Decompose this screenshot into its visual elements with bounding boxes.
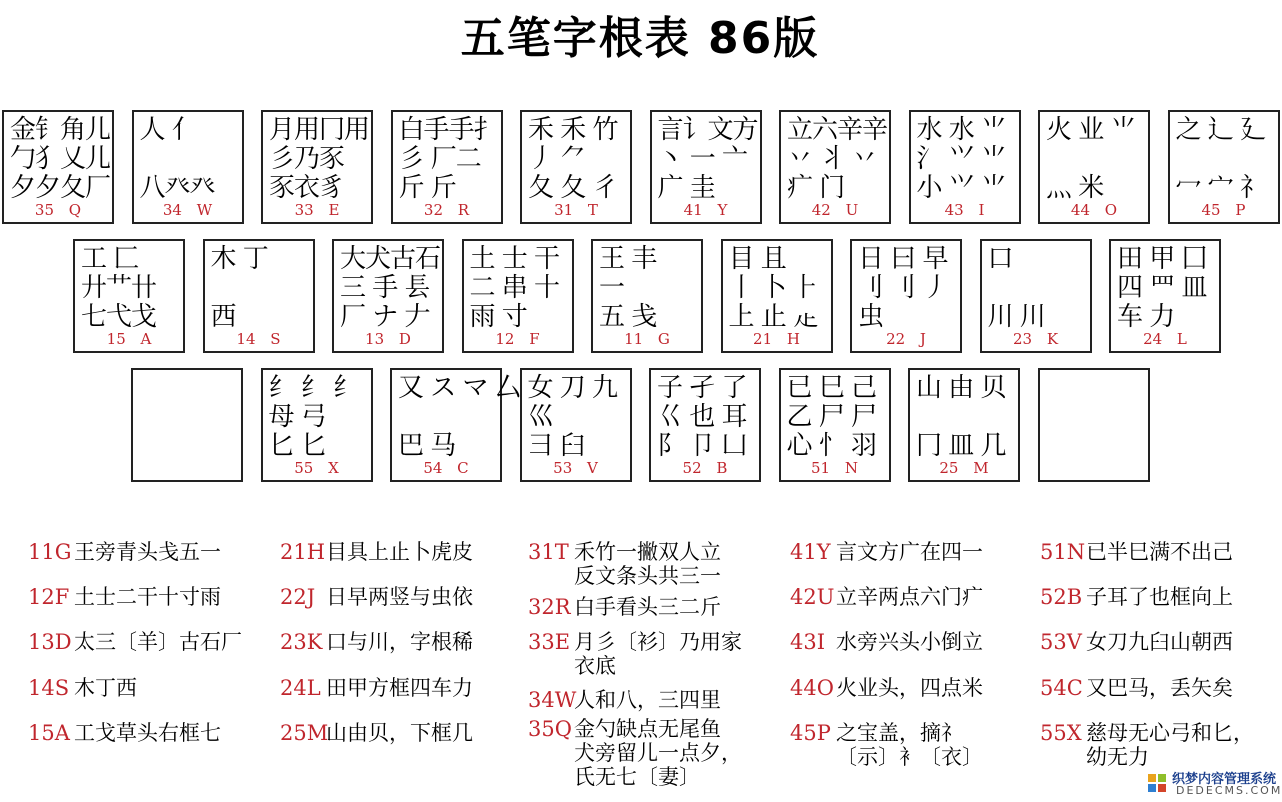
mnemonic-text: 太三〔羊〕古石厂 <box>74 630 242 654</box>
mnemonic-code: 51N <box>1040 540 1086 564</box>
key-box <box>909 110 1021 224</box>
radical-line: 乙 尸 尸 <box>786 402 877 432</box>
radical-line: 彐 臼 <box>527 431 585 461</box>
radical-line: 巴 马 <box>398 431 456 461</box>
mnemonic-code: 23K <box>280 630 323 654</box>
key-box <box>779 368 891 482</box>
radical-line <box>1046 145 1144 174</box>
key-code: 13 D <box>365 330 411 348</box>
key-radicals <box>269 115 370 203</box>
watermark-logo <box>1146 768 1282 798</box>
key-box <box>132 110 244 224</box>
key-radicals <box>1046 374 1144 460</box>
radical-line: 小 ⺍ ⺌ <box>916 173 1007 203</box>
key-box <box>721 239 833 353</box>
mnemonic-text: 土士二干十寸雨 <box>74 585 221 609</box>
radical-line: 匕 匕 <box>268 431 326 461</box>
mnemonic-code: 33E <box>528 630 571 654</box>
radical-line: 巜 也 耳 <box>657 402 747 432</box>
mnemonic-code: 13D <box>28 630 72 654</box>
mnemonic-item <box>280 676 473 700</box>
key-code: 11 G <box>624 330 670 348</box>
mnemonic-text: 目具上止卜虎皮 <box>326 540 473 564</box>
radical-line: 冂 皿 几 <box>916 431 1006 461</box>
radical-line: 广 圭 <box>657 173 715 203</box>
key-radicals <box>1176 116 1274 202</box>
radical-line: 土 士 干 <box>469 244 560 274</box>
mnemonic-item <box>790 540 983 564</box>
radical-line: 木 丁 <box>210 244 268 274</box>
radical-line: 虫 <box>858 302 884 332</box>
mnemonic-code: 21H <box>280 540 326 564</box>
radical-line: 八癶癶 <box>139 173 215 203</box>
mnemonic-item <box>790 676 983 700</box>
page-title: 五笔字根表 86版 <box>460 13 820 64</box>
key-code: 15 A <box>106 330 152 348</box>
radical-line: 水 水 ⺌ <box>916 115 1007 145</box>
mnemonic-text: 人和八，三四里 <box>574 688 721 712</box>
key-code: 32 R <box>423 201 470 219</box>
mnemonic-code: 12F <box>28 585 70 609</box>
mnemonic-text: 白手看头三二斤 <box>574 595 721 619</box>
key-code: 34 W <box>162 201 213 219</box>
radical-line: 子 孑 了 <box>657 373 747 403</box>
mnemonic-text: 田甲方框四车力 <box>326 676 473 700</box>
mnemonic-code: 25M <box>280 721 329 745</box>
mnemonic-code: 52B <box>1040 585 1083 609</box>
key-radicals <box>528 116 626 202</box>
mnemonic-code: 42U <box>790 585 835 609</box>
radical-line: 目 且 <box>728 244 786 274</box>
key-box <box>261 110 373 224</box>
key-radicals <box>528 374 626 460</box>
key-box <box>779 110 891 224</box>
key-box <box>591 239 703 353</box>
radical-line: 心 忄 羽 <box>786 431 877 461</box>
mnemonic-code: 11G <box>28 540 72 564</box>
radical-line: 丿 ⺈ <box>528 144 586 174</box>
radical-line: 丶 一 亠 <box>657 144 748 174</box>
key-code: 43 I <box>944 201 985 219</box>
key-code: 31 T <box>554 201 598 219</box>
mnemonic-item <box>28 676 137 700</box>
key-code: 45 P <box>1201 201 1246 219</box>
mnemonic-code: 44O <box>790 676 834 700</box>
radical-line: 之 辶 廴 <box>1175 115 1266 145</box>
radical-line: 彡乃豕 <box>269 144 345 174</box>
radical-line: 三 手 镸 <box>340 273 430 303</box>
mnemonic-item <box>28 540 221 564</box>
key-code: 25 M <box>939 459 989 477</box>
key-radicals <box>398 373 520 461</box>
radical-line: 彡 厂二 <box>398 144 481 174</box>
radical-line: 山 由 贝 <box>916 373 1006 403</box>
key-box <box>203 239 315 353</box>
mnemonic-text: 火业头，四点米 <box>836 676 983 700</box>
radical-line: 田 甲 囗 <box>1117 244 1207 274</box>
mnemonic-text: 木丁西 <box>74 676 137 700</box>
key-box <box>2 110 114 224</box>
key-box <box>1168 110 1280 224</box>
key-code: 44 O <box>1070 201 1118 219</box>
mnemonic-item <box>528 688 721 712</box>
key-radicals <box>470 245 568 331</box>
radical-line: 纟 纟 纟 <box>268 373 359 403</box>
mnemonic-text: 之宝盖，摘礻 <box>836 721 962 745</box>
radical-line: 灬 米 <box>1046 173 1104 203</box>
key-code: 51 N <box>811 459 858 477</box>
key-radicals <box>658 116 756 202</box>
key-box <box>1109 239 1221 353</box>
key-code: 21 H <box>753 330 800 348</box>
key-radicals <box>916 374 1014 460</box>
key-box <box>908 368 1020 482</box>
radical-line: 斤 斤 <box>398 173 456 203</box>
mnemonic-text: 女刀九臼山朝西 <box>1086 630 1233 654</box>
radical-line <box>988 274 1086 303</box>
key-radicals <box>729 245 827 331</box>
mnemonic-code: 15A <box>28 721 70 745</box>
mnemonic-item <box>528 540 721 588</box>
radical-line: 丷 丬 丷 <box>787 144 877 174</box>
key-code: 55 X <box>294 459 339 477</box>
key-radicals <box>917 116 1015 202</box>
radical-line: 七弋戈 <box>81 302 157 332</box>
mnemonic-text: 犬旁留儿一点夕， <box>574 741 742 765</box>
key-code: 12 F <box>495 330 540 348</box>
key-box <box>390 368 520 482</box>
radical-line: 川 川 <box>987 302 1045 332</box>
key-radicals <box>1046 116 1144 202</box>
key-radicals <box>10 115 111 203</box>
key-box <box>1038 368 1150 482</box>
mnemonic-text: 〔示〕衤〔衣〕 <box>836 745 983 769</box>
radical-line: 雨 寸 <box>469 302 527 332</box>
radical-line: 西 <box>210 302 236 332</box>
key-code: 33 E <box>294 201 340 219</box>
key-box <box>391 110 503 224</box>
mnemonic-text: 子耳了也框向上 <box>1086 585 1233 609</box>
radical-line: 禾 禾 竹 <box>528 115 618 145</box>
mnemonic-item <box>528 717 742 789</box>
radical-line: 立六辛辛 <box>787 115 888 145</box>
key-code: 41 Y <box>683 201 728 219</box>
key-code: 23 K <box>1012 330 1059 348</box>
mnemonic-text: 口与川，字根稀 <box>326 630 473 654</box>
radical-line <box>211 274 309 303</box>
radical-line: 火 业 ⺌ <box>1046 115 1136 145</box>
mnemonic-item <box>1040 676 1233 700</box>
radical-line: 金钅角儿 <box>10 115 111 145</box>
key-code: 24 L <box>1143 330 1187 348</box>
mnemonic-item <box>1040 630 1233 654</box>
key-radicals <box>269 374 367 460</box>
mnemonic-text: 又巴马，丢矢矣 <box>1086 676 1233 700</box>
mnemonic-item <box>790 630 983 654</box>
mnemonic-item <box>790 585 983 609</box>
mnemonic-item <box>280 721 473 745</box>
mnemonic-item <box>1040 540 1233 564</box>
key-radicals <box>399 116 497 202</box>
mnemonic-code: 53V <box>1040 630 1082 654</box>
key-radicals <box>599 245 697 331</box>
radical-line: 口 <box>987 244 1013 274</box>
key-radicals <box>858 245 956 331</box>
mnemonic-text: 金勺缺点无尾鱼 <box>574 717 721 741</box>
key-box <box>1038 110 1150 224</box>
radical-line: 阝 卩 凵 <box>657 431 747 461</box>
mnemonic-code: 55X <box>1040 721 1082 745</box>
key-box <box>261 368 373 482</box>
key-radicals <box>988 245 1086 331</box>
mnemonic-text: 已半巳满不出己 <box>1086 540 1233 564</box>
mnemonic-code: 32R <box>528 595 571 619</box>
radical-line: 王 丰 <box>599 244 657 274</box>
mnemonic-code: 43I <box>790 630 826 654</box>
mnemonic-item <box>790 721 983 769</box>
mnemonic-code: 22J <box>280 585 316 609</box>
key-radicals <box>787 374 885 460</box>
key-radicals <box>140 116 238 202</box>
key-radicals <box>1117 245 1215 331</box>
mnemonic-item <box>28 630 242 654</box>
key-box <box>332 239 444 353</box>
mnemonic-item <box>1040 721 1254 769</box>
radical-line: 大犬古石 <box>340 244 441 274</box>
radical-line: 丨 卜 ⺊ <box>728 273 819 303</box>
mnemonic-code: 34W <box>528 688 577 712</box>
key-box <box>462 239 574 353</box>
key-radicals <box>139 374 237 460</box>
radical-line: 豕衣豸 <box>269 173 345 203</box>
key-box <box>650 110 762 224</box>
radical-line: 母 弓 <box>268 402 326 432</box>
mnemonic-code: 24L <box>280 676 321 700</box>
radical-line: 人 亻 <box>139 115 197 145</box>
logo-mark-icon <box>1146 772 1168 794</box>
watermark-line1: 织梦内容管理系统 <box>1172 772 1277 787</box>
radical-line <box>916 403 1014 432</box>
radical-line: 已 巳 己 <box>786 373 877 403</box>
key-radicals <box>657 374 755 460</box>
radical-line <box>398 403 496 432</box>
radical-line: 上 止 龰 <box>728 302 819 332</box>
key-code: 22 J <box>886 330 926 348</box>
mnemonic-item <box>280 630 473 654</box>
radical-line: 五 戋 <box>599 302 657 332</box>
radical-line: 工 匚 <box>81 244 139 274</box>
mnemonic-text: 山由贝，下框几 <box>326 721 473 745</box>
key-radicals <box>211 245 309 331</box>
radical-line: 勹犭乂儿 <box>10 144 111 174</box>
mnemonic-code: 14S <box>28 676 70 700</box>
key-radicals <box>787 115 888 203</box>
mnemonic-text: 月彡〔衫〕乃用家 <box>574 630 742 654</box>
mnemonic-text: 慈母无心弓和匕， <box>1086 721 1254 745</box>
key-code: 35 Q <box>34 201 82 219</box>
mnemonic-text: 氏无七〔妻〕 <box>574 765 700 789</box>
mnemonic-item <box>528 630 742 678</box>
mnemonic-text: 言文方广在四一 <box>836 540 983 564</box>
mnemonic-text: 立辛两点六门疒 <box>836 585 983 609</box>
mnemonic-code: 45P <box>790 721 831 745</box>
radical-line: 二 串 十 <box>469 273 560 303</box>
key-box <box>73 239 185 353</box>
watermark-line2: DEDECMS.COM <box>1176 784 1282 797</box>
radical-line: 日 曰 早 <box>858 244 948 274</box>
key-code: 53 V <box>553 459 598 477</box>
key-box <box>980 239 1092 353</box>
radical-line <box>1176 145 1274 174</box>
key-code: 14 S <box>236 330 281 348</box>
mnemonic-item <box>1040 585 1233 609</box>
mnemonic-item <box>280 585 473 609</box>
radical-line: 疒 门 <box>787 173 845 203</box>
mnemonic-text: 工戈草头右框七 <box>74 721 221 745</box>
radical-line <box>140 145 238 174</box>
mnemonic-item <box>280 540 473 564</box>
radical-line: 白手手扌 <box>398 115 499 145</box>
key-code: 42 U <box>811 201 859 219</box>
key-box <box>520 368 632 482</box>
key-box <box>649 368 761 482</box>
mnemonic-code: 31T <box>528 540 569 564</box>
key-code: 54 C <box>423 459 469 477</box>
radical-line: 车 力 <box>1117 302 1175 332</box>
radical-line: 女 刀 九 <box>527 373 618 403</box>
mnemonic-text: 衣底 <box>574 654 616 678</box>
key-radicals <box>81 245 179 331</box>
mnemonic-item <box>528 595 721 619</box>
key-box <box>520 110 632 224</box>
key-box <box>850 239 962 353</box>
mnemonic-code: 54C <box>1040 676 1083 700</box>
mnemonic-text: 幼无力 <box>1086 745 1149 769</box>
mnemonic-text: 禾竹一撇双人立 <box>574 540 721 564</box>
radical-line: 冖 宀 礻 <box>1175 173 1266 203</box>
radical-line: 廾艹卄 <box>81 273 157 303</box>
radical-line: 又 ス マ 厶 <box>398 373 520 403</box>
key-box <box>131 368 243 482</box>
mnemonic-text: 日早两竖与虫依 <box>326 585 473 609</box>
radical-line: 巛 <box>527 402 553 432</box>
radical-line: 厂 ナ 𠂇 <box>340 302 430 332</box>
radical-line: 氵 ⺍ ⺌ <box>916 144 1007 174</box>
radical-line: 月用冂用 <box>269 115 370 145</box>
mnemonic-text: 王旁青头戋五一 <box>74 540 221 564</box>
radical-line: 一 <box>599 273 625 303</box>
key-code: 52 B <box>682 459 728 477</box>
radical-line: 四 罒 皿 <box>1117 273 1207 303</box>
key-radicals <box>340 244 441 332</box>
mnemonic-item <box>28 721 221 745</box>
mnemonic-code: 41Y <box>790 540 831 564</box>
radical-line: 夕夕夂厂 <box>10 173 111 203</box>
mnemonic-item <box>28 585 221 609</box>
mnemonic-text: 水旁兴头小倒立 <box>836 630 983 654</box>
radical-line: 言讠文方 <box>657 115 758 145</box>
mnemonic-text: 反文条头共三一 <box>574 564 721 588</box>
radical-line: 夂 夂 彳 <box>528 173 618 203</box>
radical-line: 刂 刂 丿 <box>858 273 948 303</box>
mnemonic-code: 35Q <box>528 717 572 741</box>
